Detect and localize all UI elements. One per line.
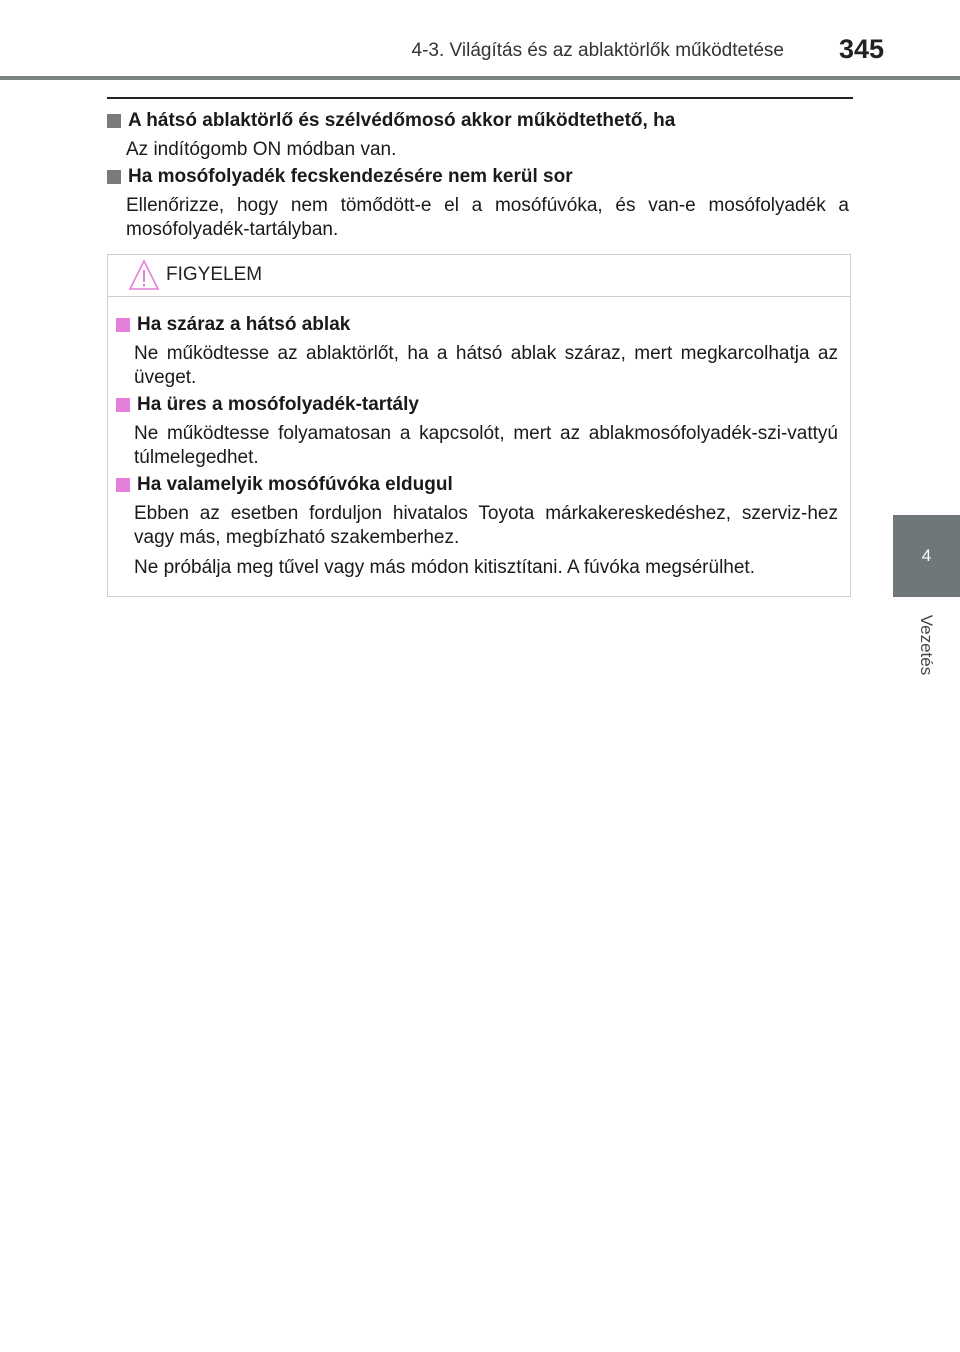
page-number: 345 xyxy=(838,34,884,64)
content-rule xyxy=(107,97,853,99)
header-rule xyxy=(0,76,960,80)
header-section-title: 4-3. Világítás és az ablaktörlők működtetése xyxy=(411,40,784,61)
warning-item-2 xyxy=(116,392,838,470)
warning-triangle-icon xyxy=(128,258,160,292)
warning-item-heading xyxy=(116,312,838,338)
warning-item-text: Ne működtesse az ablaktörlőt, ha a hátsó ablak száraz, mert megkarcolhatja az üveget. xyxy=(134,343,838,388)
section-heading-text: Ha mosófolyadék fecskendezésére nem kerül sor xyxy=(128,166,573,187)
bullet-square-icon xyxy=(116,478,130,492)
warning-item-text: Ne működtesse folyamatosan a kapcsolót, mert az ablakmosófolyadék-szi-vattyú túlmelegedhet. xyxy=(134,423,838,468)
bullet-square-icon xyxy=(107,170,121,184)
warning-item-text: Ne próbálja meg tűvel vagy más módon kitisztítani. A fúvóka megsérülhet. xyxy=(134,557,755,578)
section-2 xyxy=(107,164,849,242)
section-text: Az indítógomb ON módban van. xyxy=(126,139,397,160)
section-heading-text: A hátsó ablaktörlő és szélvédőmosó akkor működtethető, ha xyxy=(128,110,676,131)
chapter-label: Vezetés xyxy=(917,614,936,676)
section-text: Ellenőrizze, hogy nem tömődött-e el a mosófúvóka, és van-e mosófolyadék a mosófolyadék-tartályban. xyxy=(126,195,849,240)
section-heading xyxy=(107,164,849,190)
warning-item-heading-text: Ha száraz a hátsó ablak xyxy=(137,314,351,335)
chapter-tab xyxy=(893,515,960,597)
section-1 xyxy=(107,108,849,162)
warning-header xyxy=(108,255,850,297)
bullet-square-icon xyxy=(116,318,130,332)
chapter-number: 4 xyxy=(921,546,932,565)
warning-item-heading xyxy=(116,472,838,498)
warning-item-heading xyxy=(116,392,838,418)
warning-item-3 xyxy=(116,472,838,580)
warning-item-heading-text: Ha üres a mosófolyadék-tartály xyxy=(137,394,419,415)
bullet-square-icon xyxy=(107,114,121,128)
bullet-square-icon xyxy=(116,398,130,412)
section-heading xyxy=(107,108,849,134)
warning-title: FIGYELEM xyxy=(166,264,263,285)
warning-box xyxy=(107,254,851,597)
warning-item-heading-text: Ha valamelyik mosófúvóka eldugul xyxy=(137,474,453,495)
warning-item-text: Ebben az esetben forduljon hivatalos Toyota márkakereskedéshez, szerviz-hez vagy más, megbízható szakemberhez. xyxy=(134,503,838,548)
warning-item-1 xyxy=(116,312,838,390)
